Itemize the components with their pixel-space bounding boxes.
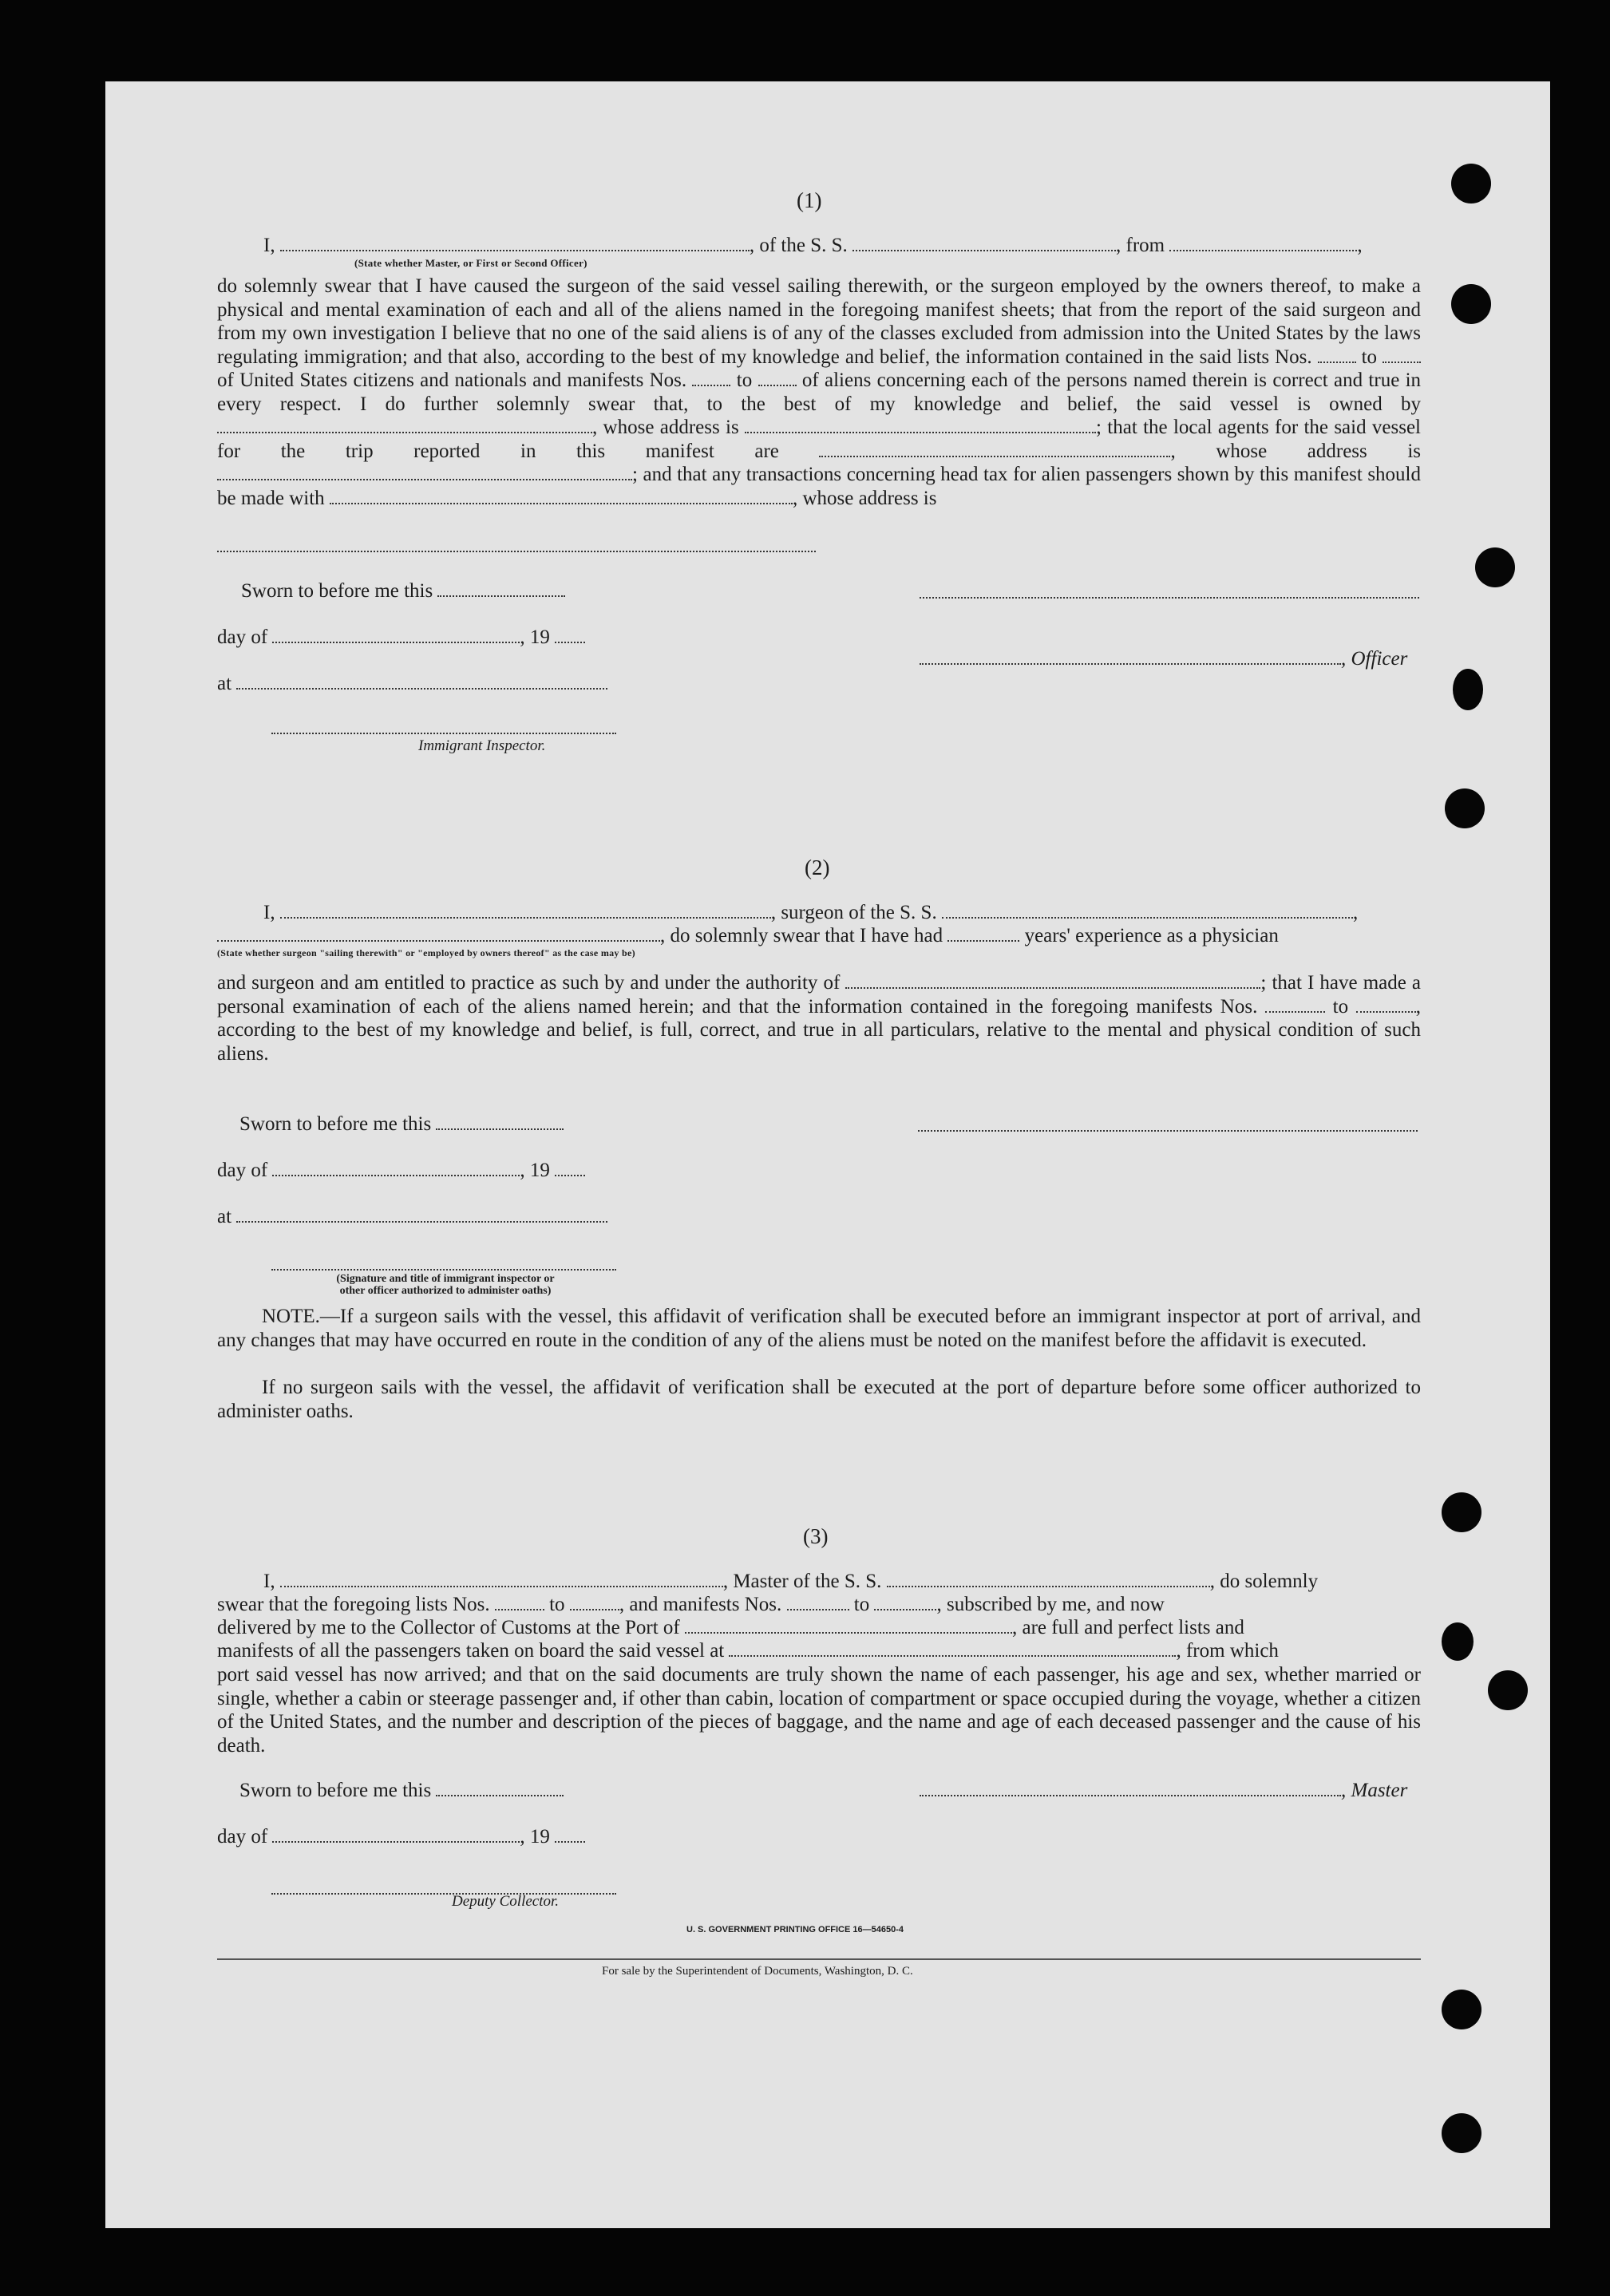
manifests-from-field-3[interactable]: [787, 1604, 849, 1610]
punch-hole: [1451, 284, 1491, 324]
signature-field-2[interactable]: [918, 1125, 1418, 1132]
section-2-number: (2): [805, 856, 830, 879]
manifests-to-field-3[interactable]: [874, 1604, 936, 1610]
deputy-collector-label: Deputy Collector.: [452, 1893, 560, 1910]
section-3-body: port said vessel has now arrived; and that on the said documents are truly shown the name of each passenger, his age and sex, whether married or single, whether a cabin or steerage passenger and, if other than cabin, location of compartment or space occupied during the voyage, whether a citizen of the United States, and the number and description of the pieces of baggage, and the name and age of each deceased passenger and the cause of his death.: [217, 1664, 1421, 1757]
section-2-body: and surgeon and am entitled to practice as such by and under the authority of ; that I have made a personal examination of each of the aliens named herein; and that the information contained in the foregoing manifests Nos. to , according to the best of my knowledge and belief, is full, correct, and true in all particulars, relative to the mental and physical condition of such aliens.: [217, 972, 1422, 1065]
sworn-line-1: Sworn to before me this: [241, 580, 565, 603]
master-name-field[interactable]: [280, 1581, 723, 1587]
day-month-field[interactable]: [272, 637, 520, 643]
vessel-field[interactable]: [852, 245, 1116, 251]
footer-rule: [217, 1958, 1421, 1960]
lists-to-field[interactable]: [1383, 357, 1421, 363]
agents-address-field[interactable]: [217, 474, 632, 480]
officer-hint: (State whether Master, or First or Second Officer): [354, 257, 587, 269]
owner-address-field[interactable]: [745, 427, 1096, 433]
agents-field[interactable]: [819, 451, 1170, 457]
manifests-to-field[interactable]: [758, 380, 797, 386]
section-3-line-1: I, , Master of the S. S. , do solemnly: [263, 1571, 1319, 1592]
manifests-from-field[interactable]: [692, 380, 730, 386]
sworn-line-3: Sworn to before me this: [239, 1780, 564, 1802]
sworn-day-field-3[interactable]: [436, 1790, 564, 1796]
signature-hint: (Signature and title of immigrant inspector or other officer authorized to administer oaths): [336, 1273, 555, 1297]
section-1-number: (1): [797, 188, 822, 212]
sworn-line-2: Sworn to before me this: [239, 1113, 564, 1136]
customs-port-field[interactable]: [685, 1627, 1012, 1634]
head-tax-field[interactable]: [330, 498, 793, 504]
printer-imprint: U. S. GOVERNMENT PRINTING OFFICE 16—54650-4: [686, 1925, 904, 1934]
section-1-line-1: I, , of the S. S. , from ,: [263, 235, 1363, 256]
inspector-signature-field-2[interactable]: [271, 1264, 616, 1271]
section-1-body: do solemnly swear that I have caused the surgeon of the said vessel sailing therewith, or the surgeon employed by the owners thereof, to make a physical and mental examination of each and all of the aliens named in the foregoing manifest sheets; that from the report of the said surgeon and from my own investigation I believe that no one of the said aliens is of any of the classes excluded from admission into the United States by the laws regulating immigration; and that also, according to the best of my knowledge and belief, the information contained in the said lists Nos. to of United States citizens and nationals and manifests Nos. to of aliens concerning each of the persons named therein is correct and true in every respect. I do further solemnly swear that, to the best of my knowledge and belief, the said vessel is owned by , whose address is ; that the local agents for the said vessel for the trip reported in this manifest are , whose address is ; and that any transactions concerning head tax for alien passengers shown by this manifest should be made with , whose address is: [217, 275, 1422, 509]
surgeon-status-field[interactable]: [217, 935, 660, 942]
punch-hole: [1451, 164, 1491, 204]
years-field[interactable]: [947, 935, 1019, 942]
punch-hole: [1442, 1990, 1481, 2029]
section-3-line-2: swear that the foregoing lists Nos. to , and manifests Nos. to , subscribed by me, and now: [217, 1594, 1165, 1615]
sworn-day-field[interactable]: [437, 591, 565, 597]
surgeon-hint: (State whether surgeon "sailing therewith" or "employed by owners thereof" as the case may be): [217, 947, 635, 958]
manifest-from-field-2[interactable]: [1265, 1006, 1325, 1013]
authority-field[interactable]: [845, 982, 1260, 989]
at-place-field[interactable]: [236, 683, 607, 690]
vessel-field-2[interactable]: [942, 912, 1353, 919]
section-3-number: (3): [803, 1524, 829, 1548]
officer-field[interactable]: [920, 658, 1341, 665]
signature-field-1[interactable]: [920, 592, 1419, 599]
day-month-field-3[interactable]: [272, 1836, 520, 1843]
year-field-2[interactable]: [555, 1170, 585, 1176]
inspector-signature-field[interactable]: [271, 728, 616, 734]
day-of-line-2: day of , 19: [217, 1160, 585, 1182]
punch-hole: [1488, 1670, 1528, 1710]
section-3-line-3: delivered by me to the Collector of Customs at the Port of , are full and perfect lists and: [217, 1617, 1244, 1638]
master-signature-field[interactable]: [920, 1790, 1341, 1796]
name-field[interactable]: [280, 245, 750, 251]
vessel-field-3[interactable]: [887, 1581, 1210, 1587]
boarding-port-field[interactable]: [729, 1650, 1176, 1657]
at-line-1: at: [217, 673, 607, 695]
collector-signature-field[interactable]: [271, 1888, 616, 1895]
manifest-to-field-2[interactable]: [1356, 1006, 1416, 1013]
punch-hole: [1475, 547, 1515, 587]
note-paragraph: NOTE.—If a surgeon sails with the vessel, this affidavit of verification shall be executed before an immigrant inspector at port of arrival, and any changes that may have occurred en route in the condition of any of the aliens must be noted on the manifest before the affidavit is executed.: [217, 1306, 1421, 1351]
owner-field[interactable]: [217, 427, 592, 433]
year-field-3[interactable]: [555, 1836, 585, 1843]
lists-to-field-3[interactable]: [570, 1604, 619, 1610]
punch-hole: [1442, 1622, 1474, 1661]
note-paragraph-2: If no surgeon sails with the vessel, the affidavit of verification shall be executed at the port of departure before some officer authorized to administer oaths.: [217, 1377, 1421, 1422]
day-of-line-1: day of , 19: [217, 626, 585, 649]
punch-hole: [1442, 2113, 1481, 2153]
punch-hole: [1442, 1492, 1481, 1532]
surgeon-name-field[interactable]: [280, 912, 771, 919]
from-port-field[interactable]: [1169, 245, 1357, 251]
at-place-field-2[interactable]: [236, 1216, 607, 1223]
officer-line: , Officer: [920, 648, 1407, 670]
punch-hole: [1445, 788, 1485, 828]
sworn-day-field-2[interactable]: [436, 1124, 564, 1130]
section-3-line-4: manifests of all the passengers taken on board the said vessel at , from which: [217, 1640, 1279, 1662]
head-tax-address-field[interactable]: [217, 546, 816, 552]
lists-from-field[interactable]: [1318, 357, 1356, 363]
year-field[interactable]: [555, 637, 585, 643]
immigrant-inspector-label: Immigrant Inspector.: [418, 737, 546, 754]
at-line-2: at: [217, 1206, 607, 1228]
section-2-line-1: I, , surgeon of the S. S. ,: [263, 902, 1359, 923]
lists-from-field-3[interactable]: [495, 1604, 544, 1610]
note-label: NOTE.: [262, 1306, 320, 1327]
punch-hole: [1453, 669, 1483, 710]
section-2-line-2: , do solemnly swear that I have had years' experience as a physician: [217, 925, 1279, 947]
day-month-field-2[interactable]: [272, 1170, 520, 1176]
day-of-line-3: day of , 19: [217, 1826, 585, 1848]
master-line: , Master: [920, 1780, 1407, 1802]
sale-notice: For sale by the Superintendent of Documents, Washington, D. C.: [602, 1965, 913, 1978]
